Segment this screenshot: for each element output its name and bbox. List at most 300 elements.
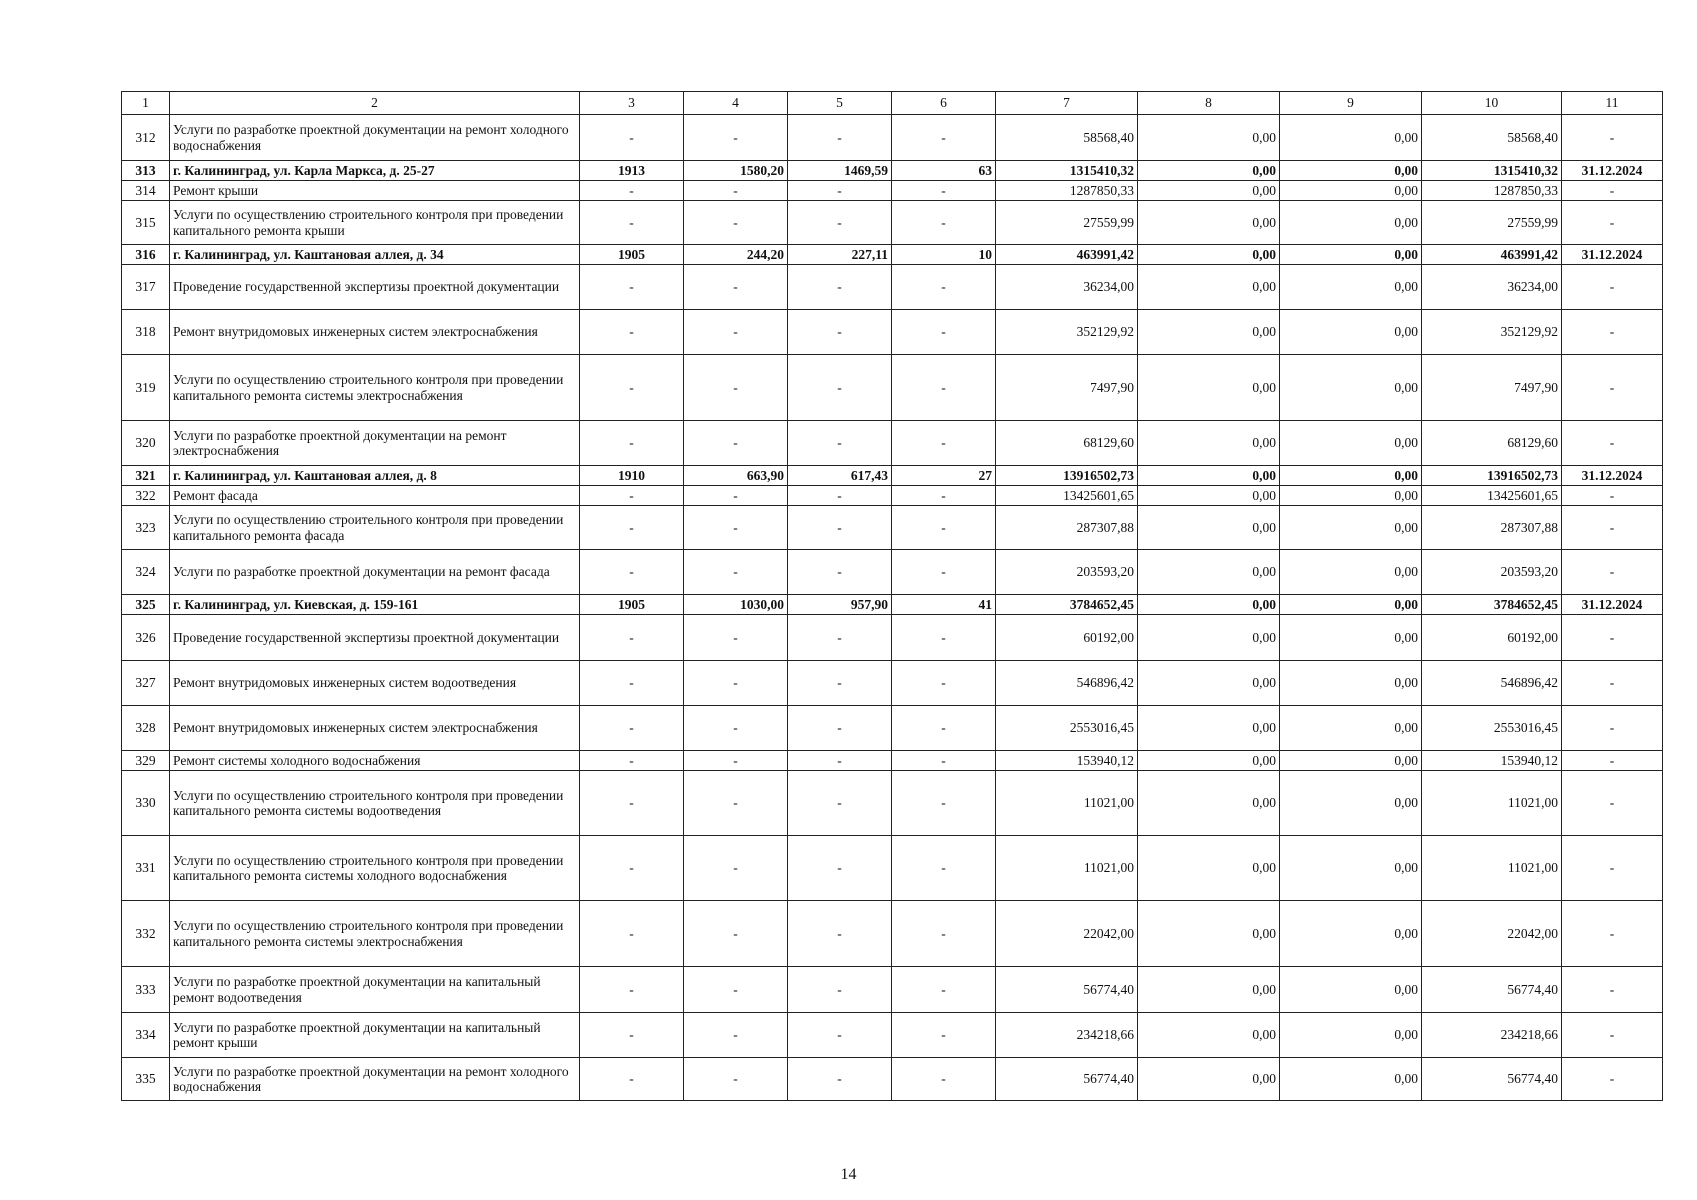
residents-cell: -	[892, 706, 996, 751]
owners-cost-cell: 2553016,45	[1422, 706, 1562, 751]
year-cell: -	[580, 901, 684, 967]
fund-cost-cell: 0,00	[1138, 466, 1280, 486]
page-number: 14	[840, 1166, 857, 1183]
total-area-cell: -	[684, 486, 788, 506]
year-cell: -	[580, 771, 684, 836]
year-cell: -	[580, 1013, 684, 1058]
work-item-row	[122, 1013, 1663, 1058]
work-item-row	[122, 836, 1663, 901]
fund-cost-cell: 0,00	[1138, 1013, 1280, 1058]
owners-cost-cell: 56774,40	[1422, 967, 1562, 1013]
owners-cost-cell: 68129,60	[1422, 421, 1562, 466]
total-cost-cell: 234218,66	[996, 1013, 1138, 1058]
fund-cost-cell: 0,00	[1138, 967, 1280, 1013]
year-cell: -	[580, 265, 684, 310]
living-area-cell: -	[788, 706, 892, 751]
description-cell: Услуги по осуществлению строительного контроля при проведении капитального ремонта системы водоотведения	[170, 771, 580, 836]
description-cell: г. Калининград, ул. Киевская, д. 159-161	[170, 595, 580, 615]
deadline-cell: -	[1562, 486, 1663, 506]
fund-cost-cell: 0,00	[1138, 901, 1280, 967]
row-number-cell: 321	[122, 466, 170, 486]
fund-cost-cell: 0,00	[1138, 310, 1280, 355]
year-cell: -	[580, 615, 684, 661]
total-cost-cell: 36234,00	[996, 265, 1138, 310]
row-number-cell: 332	[122, 901, 170, 967]
description-cell: Проведение государственной экспертизы проектной документации	[170, 265, 580, 310]
residents-cell: 41	[892, 595, 996, 615]
description-cell: Ремонт внутридомовых инженерных систем водоотведения	[170, 661, 580, 706]
budget-cost-cell: 0,00	[1280, 595, 1422, 615]
year-cell: -	[580, 310, 684, 355]
column-number-header	[122, 92, 1663, 115]
total-area-cell: -	[684, 201, 788, 245]
deadline-cell: -	[1562, 615, 1663, 661]
address-row	[122, 161, 1663, 181]
budget-cost-cell: 0,00	[1280, 661, 1422, 706]
total-cost-cell: 13425601,65	[996, 486, 1138, 506]
budget-cost-cell: 0,00	[1280, 506, 1422, 550]
row-number-cell: 312	[122, 115, 170, 161]
residents-cell: -	[892, 967, 996, 1013]
description-cell: Ремонт системы холодного водоснабжения	[170, 751, 580, 771]
living-area-cell: -	[788, 836, 892, 901]
description-cell: Проведение государственной экспертизы проектной документации	[170, 615, 580, 661]
total-area-cell: -	[684, 836, 788, 901]
budget-cost-cell: 0,00	[1280, 245, 1422, 265]
living-area-cell: -	[788, 901, 892, 967]
fund-cost-cell: 0,00	[1138, 201, 1280, 245]
budget-cost-cell: 0,00	[1280, 466, 1422, 486]
residents-cell: -	[892, 771, 996, 836]
residents-cell: -	[892, 115, 996, 161]
year-cell: -	[580, 181, 684, 201]
owners-cost-cell: 11021,00	[1422, 836, 1562, 901]
year-cell: -	[580, 661, 684, 706]
work-item-row	[122, 265, 1663, 310]
work-item-row	[122, 550, 1663, 595]
fund-cost-cell: 0,00	[1138, 615, 1280, 661]
total-area-cell: -	[684, 967, 788, 1013]
column-number-cell: 8	[1138, 92, 1280, 115]
description-cell: Услуги по разработке проектной документации на ремонт холодного водоснабжения	[170, 115, 580, 161]
work-item-row	[122, 310, 1663, 355]
total-area-cell: -	[684, 310, 788, 355]
column-number-cell: 7	[996, 92, 1138, 115]
residents-cell: -	[892, 1058, 996, 1101]
total-cost-cell: 463991,42	[996, 245, 1138, 265]
owners-cost-cell: 1287850,33	[1422, 181, 1562, 201]
deadline-cell: -	[1562, 265, 1663, 310]
total-area-cell: -	[684, 706, 788, 751]
fund-cost-cell: 0,00	[1138, 245, 1280, 265]
living-area-cell: -	[788, 967, 892, 1013]
work-item-row	[122, 901, 1663, 967]
fund-cost-cell: 0,00	[1138, 751, 1280, 771]
description-cell: Ремонт крыши	[170, 181, 580, 201]
total-cost-cell: 546896,42	[996, 661, 1138, 706]
total-area-cell: -	[684, 1058, 788, 1101]
living-area-cell: -	[788, 550, 892, 595]
description-cell: Ремонт внутридомовых инженерных систем электроснабжения	[170, 310, 580, 355]
row-number-cell: 328	[122, 706, 170, 751]
row-number-cell: 317	[122, 265, 170, 310]
total-area-cell: -	[684, 615, 788, 661]
budget-cost-cell: 0,00	[1280, 1058, 1422, 1101]
residents-cell: 10	[892, 245, 996, 265]
living-area-cell: -	[788, 181, 892, 201]
total-cost-cell: 60192,00	[996, 615, 1138, 661]
fund-cost-cell: 0,00	[1138, 771, 1280, 836]
column-number-cell: 4	[684, 92, 788, 115]
fund-cost-cell: 0,00	[1138, 661, 1280, 706]
description-cell: г. Калининград, ул. Каштановая аллея, д. 8	[170, 466, 580, 486]
deadline-cell: -	[1562, 115, 1663, 161]
work-item-row	[122, 486, 1663, 506]
year-cell: -	[580, 506, 684, 550]
residents-cell: -	[892, 421, 996, 466]
owners-cost-cell: 11021,00	[1422, 771, 1562, 836]
residents-cell: -	[892, 1013, 996, 1058]
owners-cost-cell: 287307,88	[1422, 506, 1562, 550]
total-cost-cell: 27559,99	[996, 201, 1138, 245]
description-cell: Услуги по разработке проектной документации на ремонт электроснабжения	[170, 421, 580, 466]
owners-cost-cell: 463991,42	[1422, 245, 1562, 265]
total-area-cell: -	[684, 550, 788, 595]
row-number-cell: 326	[122, 615, 170, 661]
year-cell: -	[580, 751, 684, 771]
residents-cell: 63	[892, 161, 996, 181]
owners-cost-cell: 3784652,45	[1422, 595, 1562, 615]
owners-cost-cell: 546896,42	[1422, 661, 1562, 706]
deadline-cell: -	[1562, 355, 1663, 421]
budget-cost-cell: 0,00	[1280, 550, 1422, 595]
deadline-cell: -	[1562, 310, 1663, 355]
living-area-cell: -	[788, 115, 892, 161]
address-row	[122, 245, 1663, 265]
description-cell: Услуги по осуществлению строительного контроля при проведении капитального ремонта фасада	[170, 506, 580, 550]
owners-cost-cell: 352129,92	[1422, 310, 1562, 355]
living-area-cell: -	[788, 1013, 892, 1058]
owners-cost-cell: 56774,40	[1422, 1058, 1562, 1101]
deadline-cell: -	[1562, 201, 1663, 245]
residents-cell: -	[892, 355, 996, 421]
owners-cost-cell: 234218,66	[1422, 1013, 1562, 1058]
year-cell: 1913	[580, 161, 684, 181]
work-item-row	[122, 615, 1663, 661]
total-cost-cell: 7497,90	[996, 355, 1138, 421]
year-cell: 1910	[580, 466, 684, 486]
living-area-cell: -	[788, 201, 892, 245]
work-item-row	[122, 751, 1663, 771]
budget-cost-cell: 0,00	[1280, 201, 1422, 245]
living-area-cell: -	[788, 661, 892, 706]
deadline-cell: -	[1562, 751, 1663, 771]
row-number-cell: 333	[122, 967, 170, 1013]
living-area-cell: -	[788, 355, 892, 421]
total-area-cell: -	[684, 115, 788, 161]
description-cell: Услуги по разработке проектной документации на ремонт холодного водоснабжения	[170, 1058, 580, 1101]
row-number-cell: 313	[122, 161, 170, 181]
owners-cost-cell: 36234,00	[1422, 265, 1562, 310]
column-number-cell: 10	[1422, 92, 1562, 115]
residents-cell: -	[892, 310, 996, 355]
description-cell: Ремонт фасада	[170, 486, 580, 506]
total-area-cell: -	[684, 751, 788, 771]
budget-cost-cell: 0,00	[1280, 355, 1422, 421]
deadline-cell: 31.12.2024	[1562, 595, 1663, 615]
total-area-cell: 1580,20	[684, 161, 788, 181]
fund-cost-cell: 0,00	[1138, 706, 1280, 751]
budget-cost-cell: 0,00	[1280, 1013, 1422, 1058]
budget-cost-cell: 0,00	[1280, 161, 1422, 181]
deadline-cell: -	[1562, 706, 1663, 751]
living-area-cell: -	[788, 310, 892, 355]
row-number-cell: 316	[122, 245, 170, 265]
budget-cost-cell: 0,00	[1280, 706, 1422, 751]
fund-cost-cell: 0,00	[1138, 836, 1280, 901]
budget-cost-cell: 0,00	[1280, 771, 1422, 836]
work-item-row	[122, 201, 1663, 245]
fund-cost-cell: 0,00	[1138, 355, 1280, 421]
total-area-cell: -	[684, 901, 788, 967]
residents-cell: -	[892, 550, 996, 595]
row-number-cell: 330	[122, 771, 170, 836]
budget-cost-cell: 0,00	[1280, 967, 1422, 1013]
budget-cost-cell: 0,00	[1280, 615, 1422, 661]
fund-cost-cell: 0,00	[1138, 181, 1280, 201]
residents-cell: -	[892, 265, 996, 310]
total-cost-cell: 1315410,32	[996, 161, 1138, 181]
work-item-row	[122, 115, 1663, 161]
total-cost-cell: 56774,40	[996, 1058, 1138, 1101]
living-area-cell: -	[788, 1058, 892, 1101]
repair-register-table	[121, 91, 1663, 1101]
year-cell: 1905	[580, 595, 684, 615]
description-cell: Ремонт внутридомовых инженерных систем электроснабжения	[170, 706, 580, 751]
column-number-cell: 3	[580, 92, 684, 115]
description-cell: Услуги по осуществлению строительного контроля при проведении капитального ремонта системы электроснабжения	[170, 355, 580, 421]
residents-cell: -	[892, 506, 996, 550]
owners-cost-cell: 13916502,73	[1422, 466, 1562, 486]
description-cell: г. Калининград, ул. Карла Маркса, д. 25-27	[170, 161, 580, 181]
fund-cost-cell: 0,00	[1138, 161, 1280, 181]
address-row	[122, 466, 1663, 486]
fund-cost-cell: 0,00	[1138, 1058, 1280, 1101]
budget-cost-cell: 0,00	[1280, 115, 1422, 161]
total-area-cell: -	[684, 421, 788, 466]
deadline-cell: -	[1562, 967, 1663, 1013]
deadline-cell: -	[1562, 661, 1663, 706]
deadline-cell: -	[1562, 506, 1663, 550]
year-cell: -	[580, 115, 684, 161]
total-area-cell: -	[684, 661, 788, 706]
work-item-row	[122, 506, 1663, 550]
owners-cost-cell: 7497,90	[1422, 355, 1562, 421]
total-cost-cell: 2553016,45	[996, 706, 1138, 751]
residents-cell: -	[892, 661, 996, 706]
total-area-cell: -	[684, 1013, 788, 1058]
column-number-cell: 5	[788, 92, 892, 115]
total-area-cell: 1030,00	[684, 595, 788, 615]
year-cell: -	[580, 967, 684, 1013]
total-area-cell: -	[684, 265, 788, 310]
residents-cell: -	[892, 201, 996, 245]
row-number-cell: 325	[122, 595, 170, 615]
row-number-cell: 319	[122, 355, 170, 421]
fund-cost-cell: 0,00	[1138, 595, 1280, 615]
deadline-cell: 31.12.2024	[1562, 161, 1663, 181]
living-area-cell: 1469,59	[788, 161, 892, 181]
residents-cell: -	[892, 615, 996, 661]
description-cell: Услуги по разработке проектной документации на ремонт фасада	[170, 550, 580, 595]
description-cell: Услуги по осуществлению строительного контроля при проведении капитального ремонта крыши	[170, 201, 580, 245]
total-cost-cell: 3784652,45	[996, 595, 1138, 615]
total-cost-cell: 11021,00	[996, 771, 1138, 836]
total-cost-cell: 1287850,33	[996, 181, 1138, 201]
row-number-cell: 322	[122, 486, 170, 506]
work-item-row	[122, 706, 1663, 751]
total-cost-cell: 58568,40	[996, 115, 1138, 161]
budget-cost-cell: 0,00	[1280, 486, 1422, 506]
deadline-cell: -	[1562, 901, 1663, 967]
residents-cell: -	[892, 181, 996, 201]
deadline-cell: -	[1562, 1013, 1663, 1058]
work-item-row	[122, 1058, 1663, 1101]
year-cell: -	[580, 706, 684, 751]
residents-cell: -	[892, 486, 996, 506]
description-cell: Услуги по разработке проектной документации на капитальный ремонт крыши	[170, 1013, 580, 1058]
description-cell: Услуги по разработке проектной документации на капитальный ремонт водоотведения	[170, 967, 580, 1013]
residents-cell: -	[892, 751, 996, 771]
fund-cost-cell: 0,00	[1138, 421, 1280, 466]
budget-cost-cell: 0,00	[1280, 421, 1422, 466]
column-number-cell: 2	[170, 92, 580, 115]
budget-cost-cell: 0,00	[1280, 310, 1422, 355]
total-cost-cell: 287307,88	[996, 506, 1138, 550]
total-cost-cell: 203593,20	[996, 550, 1138, 595]
deadline-cell: -	[1562, 771, 1663, 836]
column-number-cell: 6	[892, 92, 996, 115]
row-number-cell: 329	[122, 751, 170, 771]
work-item-row	[122, 421, 1663, 466]
deadline-cell: 31.12.2024	[1562, 466, 1663, 486]
row-number-cell: 331	[122, 836, 170, 901]
budget-cost-cell: 0,00	[1280, 836, 1422, 901]
fund-cost-cell: 0,00	[1138, 115, 1280, 161]
living-area-cell: -	[788, 421, 892, 466]
work-item-row	[122, 355, 1663, 421]
owners-cost-cell: 27559,99	[1422, 201, 1562, 245]
budget-cost-cell: 0,00	[1280, 901, 1422, 967]
column-number-cell: 9	[1280, 92, 1422, 115]
year-cell: -	[580, 355, 684, 421]
total-area-cell: -	[684, 771, 788, 836]
year-cell: -	[580, 421, 684, 466]
fund-cost-cell: 0,00	[1138, 265, 1280, 310]
total-area-cell: 663,90	[684, 466, 788, 486]
address-row	[122, 595, 1663, 615]
owners-cost-cell: 22042,00	[1422, 901, 1562, 967]
deadline-cell: 31.12.2024	[1562, 245, 1663, 265]
row-number-cell: 334	[122, 1013, 170, 1058]
description-cell: Услуги по осуществлению строительного контроля при проведении капитального ремонта системы электроснабжения	[170, 901, 580, 967]
deadline-cell: -	[1562, 836, 1663, 901]
row-number-cell: 323	[122, 506, 170, 550]
work-item-row	[122, 771, 1663, 836]
living-area-cell: -	[788, 615, 892, 661]
year-cell: -	[580, 201, 684, 245]
year-cell: 1905	[580, 245, 684, 265]
fund-cost-cell: 0,00	[1138, 486, 1280, 506]
living-area-cell: -	[788, 751, 892, 771]
budget-cost-cell: 0,00	[1280, 265, 1422, 310]
deadline-cell: -	[1562, 1058, 1663, 1101]
total-cost-cell: 22042,00	[996, 901, 1138, 967]
residents-cell: -	[892, 836, 996, 901]
year-cell: -	[580, 550, 684, 595]
row-number-cell: 324	[122, 550, 170, 595]
living-area-cell: -	[788, 265, 892, 310]
living-area-cell: -	[788, 486, 892, 506]
total-area-cell: -	[684, 181, 788, 201]
living-area-cell: -	[788, 506, 892, 550]
description-cell: г. Калининград, ул. Каштановая аллея, д. 34	[170, 245, 580, 265]
residents-cell: 27	[892, 466, 996, 486]
fund-cost-cell: 0,00	[1138, 506, 1280, 550]
year-cell: -	[580, 1058, 684, 1101]
total-cost-cell: 352129,92	[996, 310, 1138, 355]
owners-cost-cell: 1315410,32	[1422, 161, 1562, 181]
row-number-cell: 315	[122, 201, 170, 245]
living-area-cell: 617,43	[788, 466, 892, 486]
row-number-cell: 327	[122, 661, 170, 706]
column-number-cell: 11	[1562, 92, 1663, 115]
work-item-row	[122, 967, 1663, 1013]
budget-cost-cell: 0,00	[1280, 751, 1422, 771]
living-area-cell: 957,90	[788, 595, 892, 615]
work-item-row	[122, 181, 1663, 201]
row-number-cell: 335	[122, 1058, 170, 1101]
residents-cell: -	[892, 901, 996, 967]
deadline-cell: -	[1562, 421, 1663, 466]
living-area-cell: 227,11	[788, 245, 892, 265]
total-area-cell: -	[684, 506, 788, 550]
total-cost-cell: 153940,12	[996, 751, 1138, 771]
total-cost-cell: 13916502,73	[996, 466, 1138, 486]
description-cell: Услуги по осуществлению строительного контроля при проведении капитального ремонта системы холодного водоснабжения	[170, 836, 580, 901]
total-area-cell: 244,20	[684, 245, 788, 265]
row-number-cell: 318	[122, 310, 170, 355]
fund-cost-cell: 0,00	[1138, 550, 1280, 595]
owners-cost-cell: 58568,40	[1422, 115, 1562, 161]
total-area-cell: -	[684, 355, 788, 421]
total-cost-cell: 56774,40	[996, 967, 1138, 1013]
row-number-cell: 320	[122, 421, 170, 466]
column-number-cell: 1	[122, 92, 170, 115]
owners-cost-cell: 60192,00	[1422, 615, 1562, 661]
total-cost-cell: 68129,60	[996, 421, 1138, 466]
owners-cost-cell: 13425601,65	[1422, 486, 1562, 506]
year-cell: -	[580, 486, 684, 506]
work-item-row	[122, 661, 1663, 706]
deadline-cell: -	[1562, 550, 1663, 595]
deadline-cell: -	[1562, 181, 1663, 201]
owners-cost-cell: 203593,20	[1422, 550, 1562, 595]
row-number-cell: 314	[122, 181, 170, 201]
total-cost-cell: 11021,00	[996, 836, 1138, 901]
budget-cost-cell: 0,00	[1280, 181, 1422, 201]
owners-cost-cell: 153940,12	[1422, 751, 1562, 771]
